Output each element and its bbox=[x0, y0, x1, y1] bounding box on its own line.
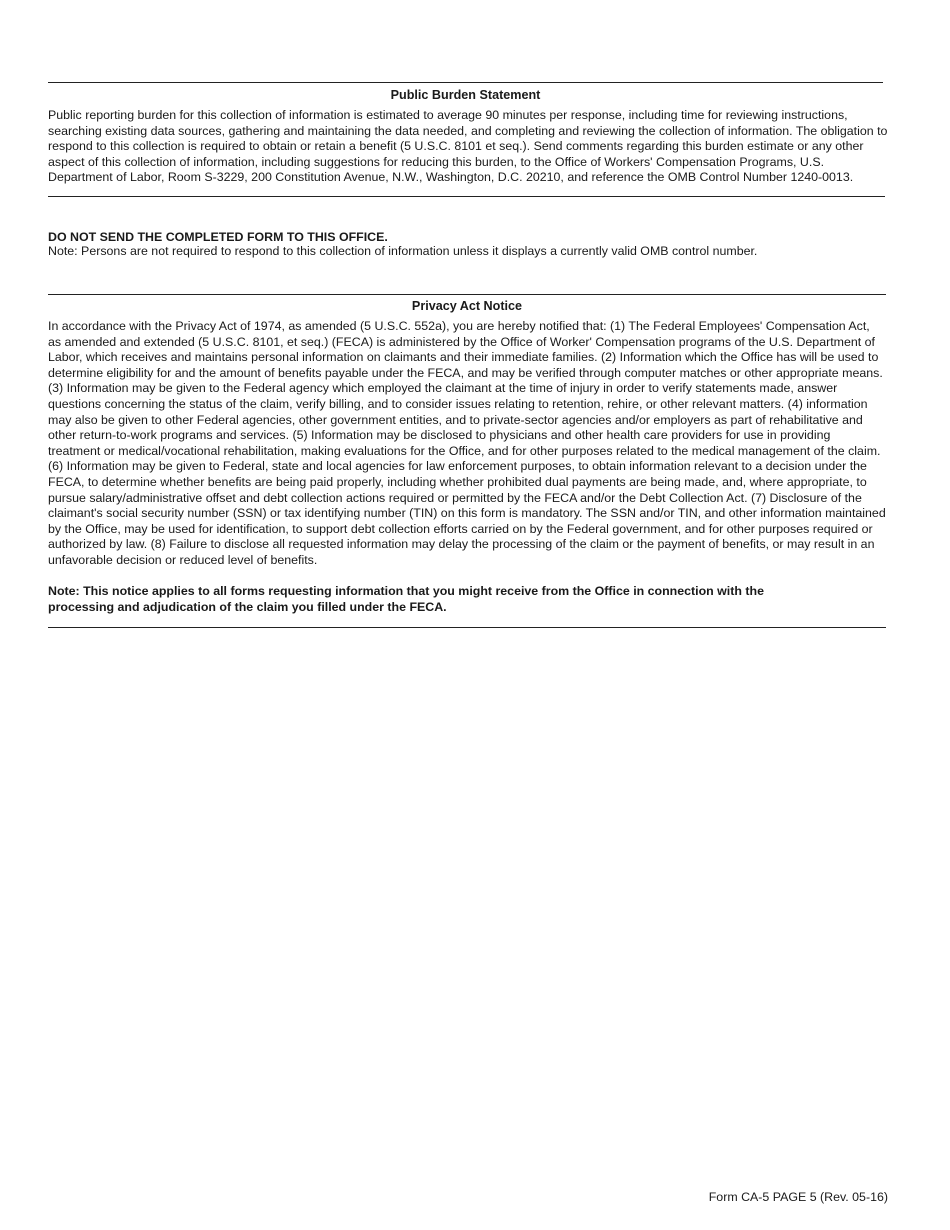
burden-title: Public Burden Statement bbox=[390, 88, 541, 102]
burden-statement-text: Public reporting burden for this collection of information is estimated to average 90 minutes per response, including time for reviewing instructions, searching existing data sources, gathering and maintaining the data needed, and completing and reviewing the collection of information. The obligation to respond to this collection is required to obtain or retain a benefit (5 U.S.C. 8101 et seq.). Send comments regarding this burden estimate or any other aspect of this collection of information, including suggestions for reducing this burden, to the Office of Workers' Compensation Programs, U.S. Department of Labor, Room S-3229, 200 Constitution Avenue, N.W., Washington, D.C. 20210, and reference the OMB Control Number 1240-0013. bbox=[48, 108, 888, 185]
privacy-act-text: In accordance with the Privacy Act of 1974, as amended (5 U.S.C. 552a), you are hereby notified that: (1) The Federal Employees' Compensation Act, as amended and extended (5 U.S.C. 8101, et seq.) (FECA) is administered by the Office of Worker' Compensation programs of the U.S. Department of Labor, which receives and maintains personal information on claimants and their immediate families. (2) Information which the Office has will be used to determine eligibility for and the amount of benefits payable under the FECA, and may be verified through computer matches or other appropriate means. (3) Information may be given to the Federal agency which employed the claimant at the time of injury in order to verify statements made, answer questions concerning the status of the claim, verify billing, and to consider issues relating to retention, rehire, or other relevant matters. (4) information may also be given to other Federal agencies, other government entities, and to private-sector agencies and/or employers as part of rehabilitative and other return-to-work programs and services. (5) Information may be disclosed to physicians and other health care providers for use in providing treatment or medical/vocational rehabilitation, making evaluations for the Office, and for other purposes related to the medical management of the claim. (6) Information may be given to Federal, state and local agencies for law enforcement purposes, to obtain information relevant to a decision under the FECA, to determine whether benefits are being paid properly, including whether prohibited dual payments are being made, and, where appropriate, to pursue salary/administrative offset and debt collection actions required or permitted by the FECA and/or the Debt Collection Act. (7) Disclosure of the claimant's social security number (SSN) or tax identifying number (TIN) on this form is mandatory. The SSN and/or TIN, and other information maintained by the Office, may be used for identification, to support debt collection efforts carried on by the Federal government, and for other purposes required or authorized by law. (8) Failure to disclose all requested information may delay the processing of the claim or the payment of benefits, or may result in an unfavorable decision or reduced level of benefits. bbox=[48, 319, 886, 567]
do-not-send-notice: DO NOT SEND THE COMPLETED FORM TO THIS OFFICE. bbox=[48, 230, 388, 244]
burden-top-rule bbox=[48, 82, 883, 83]
form-page-footer: Form CA-5 PAGE 5 (Rev. 05-16) bbox=[708, 1190, 888, 1204]
omb-control-note: Note: Persons are not required to respond to this collection of information unless it displays a currently valid OMB control number. bbox=[48, 244, 758, 258]
privacy-applies-note: Note: This notice applies to all forms requesting information that you might receive from the Office in connection with the processing and adjudication of the claim you filled under the FECA. bbox=[48, 584, 764, 614]
burden-bottom-rule bbox=[48, 196, 885, 197]
privacy-top-rule bbox=[48, 294, 886, 295]
privacy-bottom-rule bbox=[48, 627, 886, 628]
privacy-title: Privacy Act Notice bbox=[411, 299, 523, 313]
